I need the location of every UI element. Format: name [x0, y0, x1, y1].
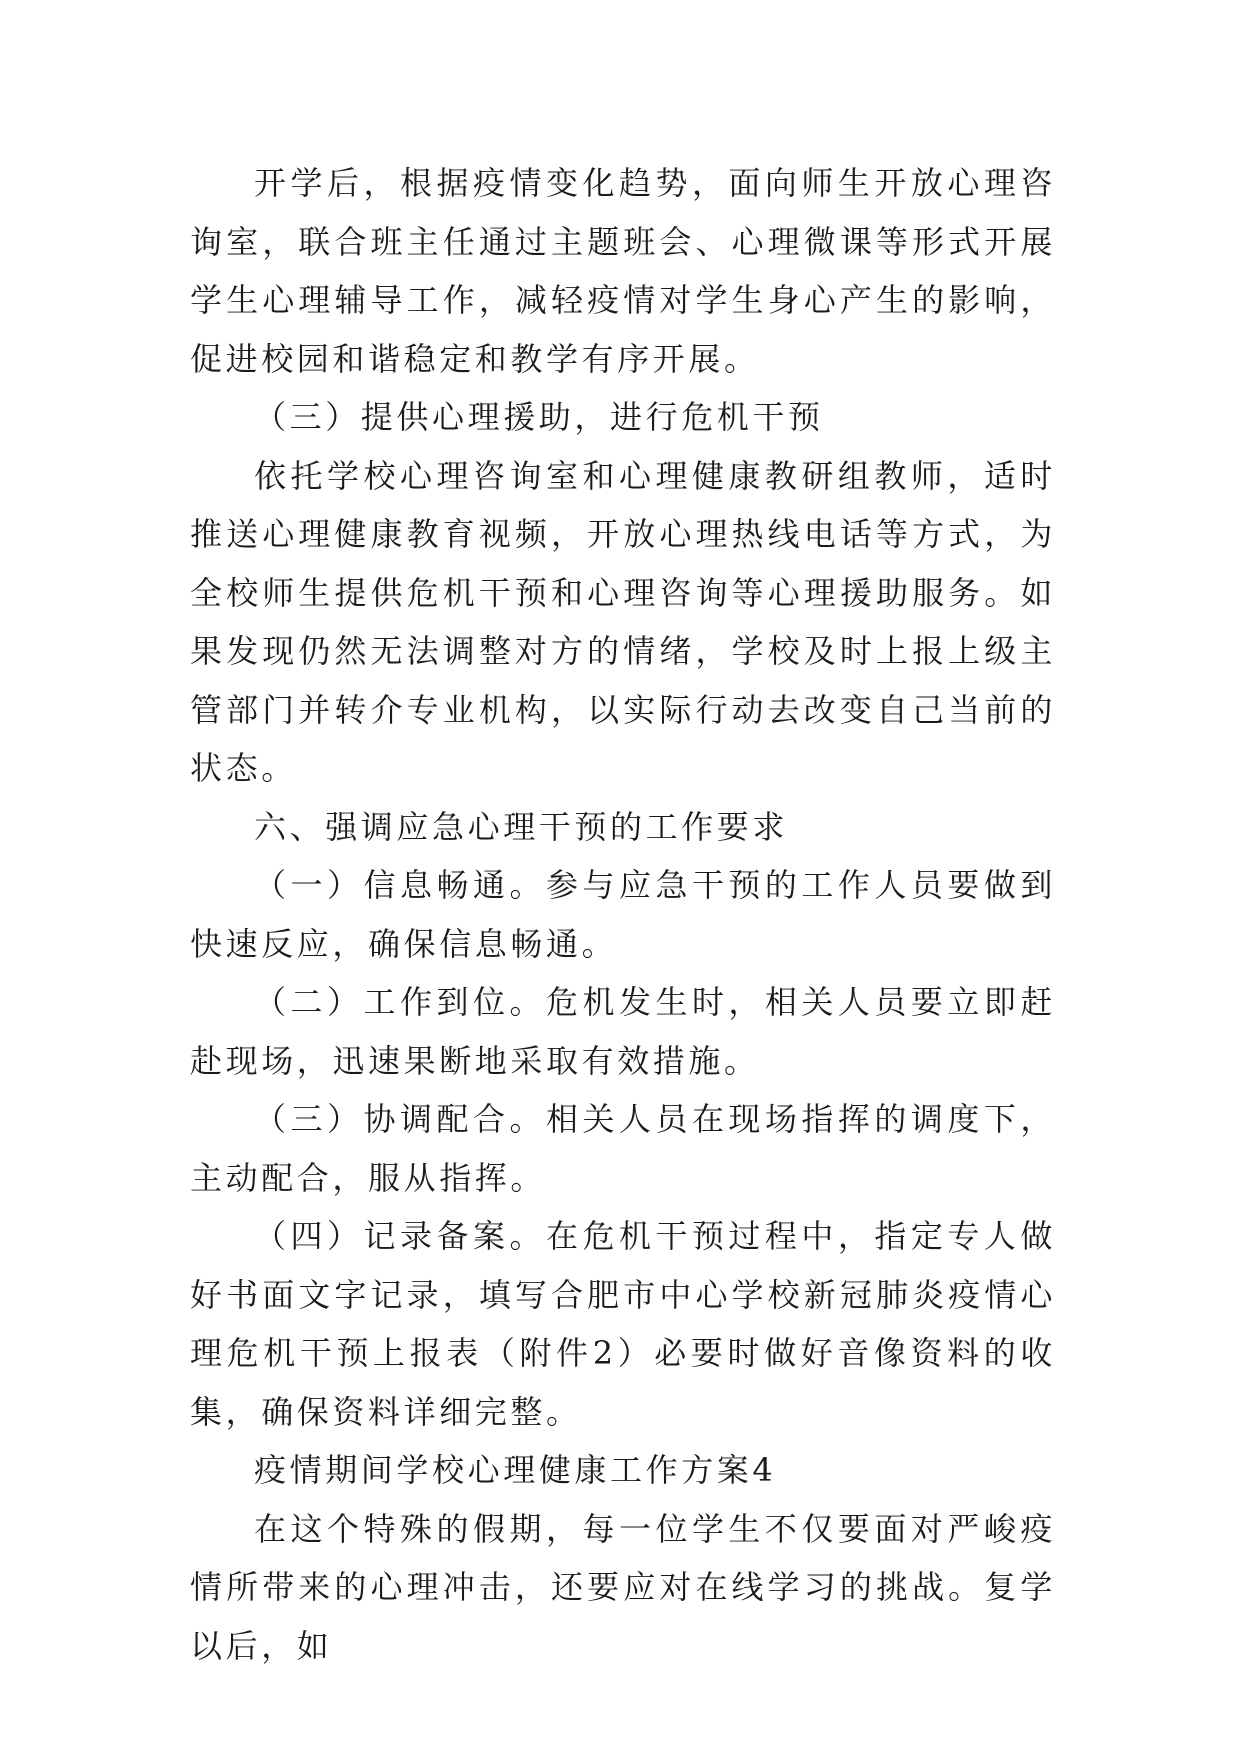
paragraph-reopening-counseling: 开学后，根据疫情变化趋势，面向师生开放心理咨询室，联合班主任通过主题班会、心理微课等形式开展学生心理辅导工作，减轻疫情对学生身心产生的影响，促进校园和谐稳定和教学有序开展。	[190, 164, 1056, 378]
paragraph-requirement-coordination: （三）协调配合。相关人员在现场指挥的调度下，主动配合，服从指挥。	[190, 1100, 1056, 1197]
paragraph-requirement-records: （四）记录备案。在危机干预过程中，指定专人做好书面文字记录，填写合肥市中心学校新冠肺炎疫情心理危机干预上报表（附件2）必要时做好音像资料的收集，确保资料详细完整。	[190, 1217, 1056, 1431]
plan-title-4: 疫情期间学校心理健康工作方案4	[254, 1451, 777, 1489]
document-body	[190, 154, 1056, 1675]
section-heading-work-requirements: 六、强调应急心理干预的工作要求	[254, 807, 789, 846]
paragraph-special-holiday: 在这个特殊的假期，每一位学生不仅要面对严峻疫情所带来的心理冲击，还要应对在线学习的挑战。复学以后，如	[190, 1509, 1056, 1665]
paragraph-psychological-aid: 依托学校心理咨询室和心理健康教研组教师，适时推送心理健康教育视频，开放心理热线电话等方式，为全校师生提供危机干预和心理咨询等心理援助服务。如果发现仍然无法调整对方的情绪，学校及时上报上级主管部门并转介专业机构，以实际行动去改变自己当前的状态。	[190, 456, 1056, 787]
section-heading-crisis-intervention: （三）提供心理援助，进行危机干预	[254, 398, 824, 436]
paragraph-requirement-information: （一）信息畅通。参与应急干预的工作人员要做到快速反应，确保信息畅通。	[190, 866, 1056, 963]
paragraph-requirement-in-place: （二）工作到位。危机发生时，相关人员要立即赶赴现场，迅速果断地采取有效措施。	[190, 983, 1056, 1080]
